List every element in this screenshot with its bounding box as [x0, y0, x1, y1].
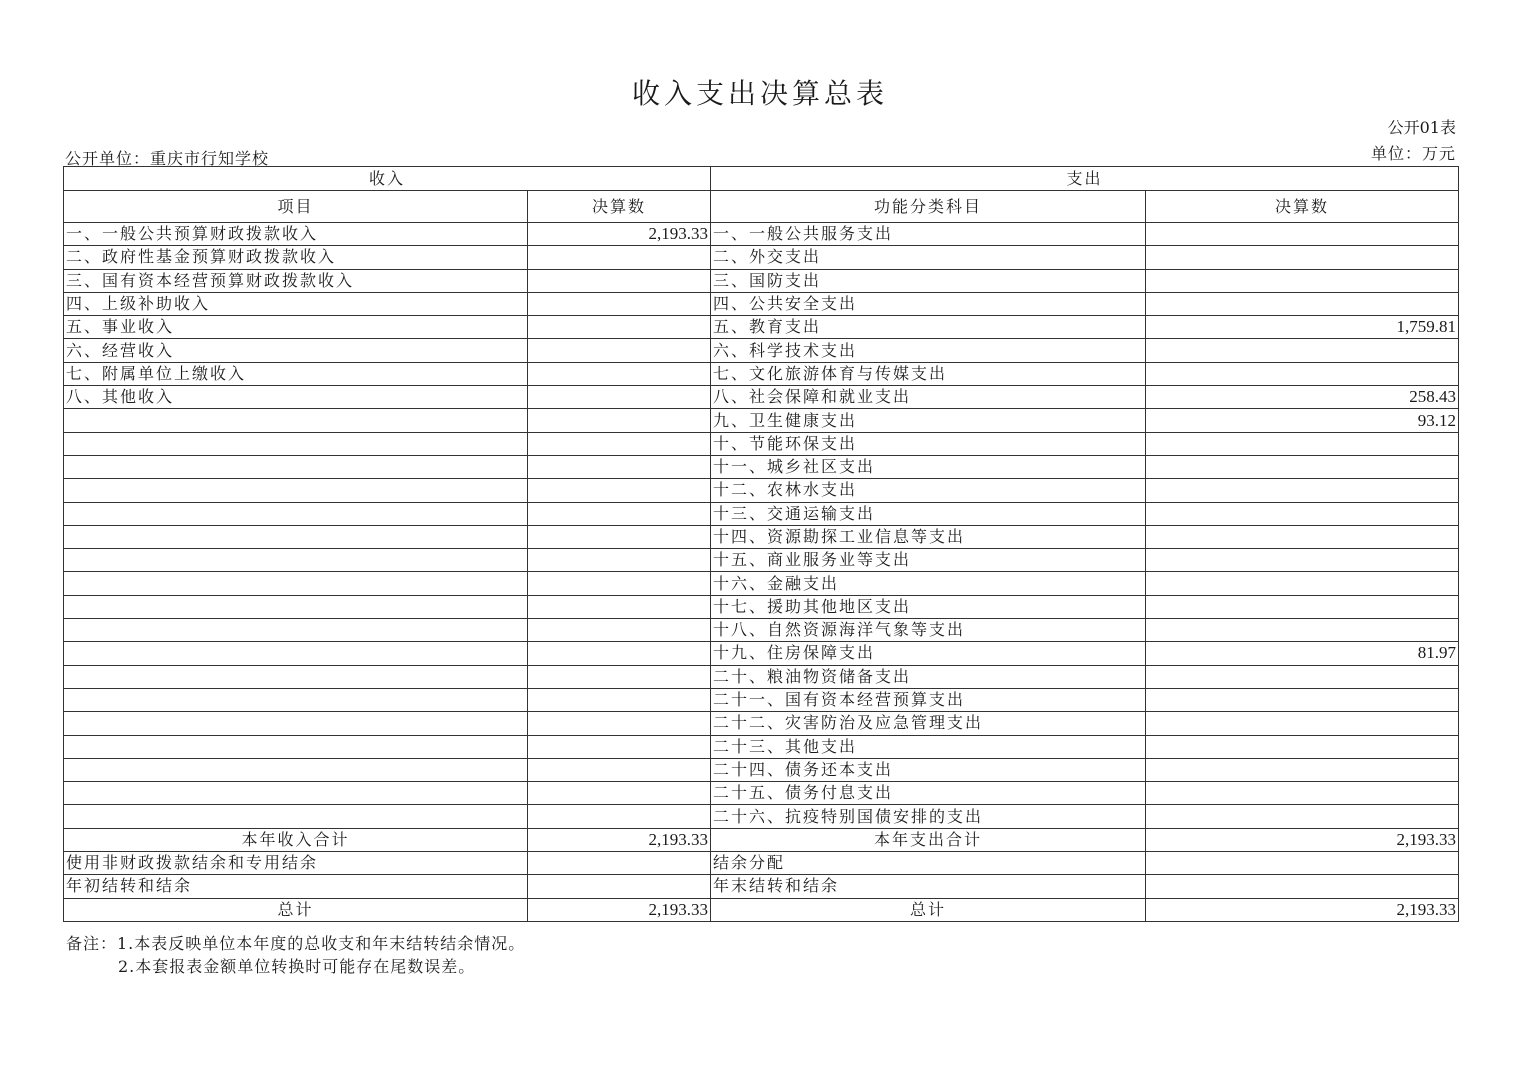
income-amount-cell [528, 688, 711, 711]
income-amount-cell [528, 409, 711, 432]
income-item-cell [64, 409, 528, 432]
income-item-cell [64, 688, 528, 711]
income-amount-cell [528, 362, 711, 385]
expense-amount-cell [1146, 852, 1459, 875]
income-item-cell: 本年收入合计 [64, 828, 528, 851]
expense-item-cell: 十三、交通运输支出 [711, 502, 1146, 525]
table-row [64, 595, 1459, 618]
income-item-cell [64, 758, 528, 781]
expense-item-cell: 五、教育支出 [711, 316, 1146, 339]
table-row [64, 292, 1459, 315]
income-amount-cell [528, 269, 711, 292]
expense-item-cell: 十六、金融支出 [711, 572, 1146, 595]
expense-amount-cell [1146, 455, 1459, 478]
table-row [64, 665, 1459, 688]
income-amount-header: 决算数 [528, 191, 711, 223]
expense-amount-cell: 93.12 [1146, 409, 1459, 432]
income-amount-cell [528, 735, 711, 758]
currency-unit: 单位：万元 [1370, 144, 1456, 163]
table-row [64, 316, 1459, 339]
income-amount-cell [528, 549, 711, 572]
table-row [64, 269, 1459, 292]
income-amount-cell [528, 246, 711, 269]
expense-amount-cell [1146, 712, 1459, 735]
income-item-cell: 七、附属单位上缴收入 [64, 362, 528, 385]
income-item-cell: 使用非财政拨款结余和专用结余 [64, 852, 528, 875]
income-amount-cell: 2,193.33 [528, 223, 711, 246]
expense-amount-cell [1146, 525, 1459, 548]
income-amount-cell [528, 642, 711, 665]
income-item-cell: 一、一般公共预算财政拨款收入 [64, 223, 528, 246]
income-item-cell [64, 735, 528, 758]
income-amount-cell [528, 455, 711, 478]
expense-amount-cell: 81.97 [1146, 642, 1459, 665]
expense-amount-cell [1146, 805, 1459, 828]
table-row [64, 619, 1459, 642]
income-item-cell [64, 455, 528, 478]
income-amount-cell [528, 316, 711, 339]
expense-amount-cell: 2,193.33 [1146, 898, 1459, 921]
total-row [64, 898, 1459, 921]
expense-item-header: 功能分类科目 [711, 191, 1146, 223]
table-row [64, 712, 1459, 735]
expense-amount-cell [1146, 292, 1459, 315]
expense-amount-cell [1146, 595, 1459, 618]
expense-amount-cell [1146, 549, 1459, 572]
income-item-cell [64, 805, 528, 828]
expense-amount-cell [1146, 479, 1459, 502]
table-row [64, 642, 1459, 665]
note-1: 备注：1.本表反映单位本年度的总收支和年末结转结余情况。 [66, 934, 526, 953]
expense-amount-cell [1146, 432, 1459, 455]
expense-amount-cell [1146, 619, 1459, 642]
expense-item-cell: 六、科学技术支出 [711, 339, 1146, 362]
expense-item-cell: 八、社会保障和就业支出 [711, 386, 1146, 409]
balance-row [64, 875, 1459, 898]
income-amount-cell [528, 386, 711, 409]
section-header-row [64, 167, 1459, 191]
income-item-cell [64, 432, 528, 455]
expense-item-cell: 二十三、其他支出 [711, 735, 1146, 758]
income-item-cell: 四、上级补助收入 [64, 292, 528, 315]
table-row [64, 339, 1459, 362]
page-title: 收入支出决算总表 [631, 77, 888, 110]
expense-item-cell: 二十一、国有资本经营预算支出 [711, 688, 1146, 711]
table-row [64, 572, 1459, 595]
expense-item-cell: 二十、粮油物资储备支出 [711, 665, 1146, 688]
expense-amount-cell [1146, 362, 1459, 385]
expense-item-cell: 十九、住房保障支出 [711, 642, 1146, 665]
note-2: 2.本套报表金额单位转换时可能存在尾数误差。 [118, 957, 476, 976]
income-item-cell [64, 549, 528, 572]
expense-item-cell: 七、文化旅游体育与传媒支出 [711, 362, 1146, 385]
expense-amount-cell [1146, 339, 1459, 362]
expense-item-cell: 二、外交支出 [711, 246, 1146, 269]
expense-amount-cell [1146, 735, 1459, 758]
expense-item-cell: 三、国防支出 [711, 269, 1146, 292]
income-item-cell [64, 479, 528, 502]
table-row [64, 479, 1459, 502]
table-row [64, 805, 1459, 828]
income-amount-cell [528, 758, 711, 781]
reporting-organization: 公开单位：重庆市行知学校 [65, 149, 270, 168]
table-row [64, 362, 1459, 385]
income-amount-cell [528, 502, 711, 525]
income-item-cell: 三、国有资本经营预算财政拨款收入 [64, 269, 528, 292]
income-amount-cell [528, 875, 711, 898]
income-item-cell: 六、经营收入 [64, 339, 528, 362]
expense-item-cell: 十五、商业服务业等支出 [711, 549, 1146, 572]
income-amount-cell [528, 852, 711, 875]
column-header-row [64, 191, 1459, 223]
income-amount-cell [528, 292, 711, 315]
subtotal-row [64, 828, 1459, 851]
income-amount-cell [528, 339, 711, 362]
table-row [64, 223, 1459, 246]
expense-item-cell: 二十四、债务还本支出 [711, 758, 1146, 781]
income-item-cell [64, 665, 528, 688]
table-row [64, 735, 1459, 758]
balance-row [64, 852, 1459, 875]
table-row [64, 688, 1459, 711]
table-row [64, 386, 1459, 409]
expense-amount-cell [1146, 269, 1459, 292]
expense-item-cell: 二十二、灾害防治及应急管理支出 [711, 712, 1146, 735]
income-item-cell [64, 619, 528, 642]
expense-item-cell: 本年支出合计 [711, 828, 1146, 851]
expense-amount-cell [1146, 665, 1459, 688]
table-row [64, 758, 1459, 781]
income-amount-cell [528, 525, 711, 548]
table-row [64, 525, 1459, 548]
table-row [64, 432, 1459, 455]
income-amount-cell [528, 782, 711, 805]
income-amount-cell [528, 595, 711, 618]
expense-amount-cell [1146, 758, 1459, 781]
income-item-cell: 二、政府性基金预算财政拨款收入 [64, 246, 528, 269]
income-item-cell [64, 595, 528, 618]
income-item-cell [64, 642, 528, 665]
income-item-cell: 年初结转和结余 [64, 875, 528, 898]
expense-amount-cell [1146, 246, 1459, 269]
expense-amount-cell [1146, 875, 1459, 898]
income-amount-cell [528, 479, 711, 502]
expense-item-cell: 四、公共安全支出 [711, 292, 1146, 315]
expense-item-cell: 十七、援助其他地区支出 [711, 595, 1146, 618]
expense-amount-cell [1146, 782, 1459, 805]
income-amount-cell [528, 665, 711, 688]
expense-amount-cell [1146, 572, 1459, 595]
income-item-cell [64, 782, 528, 805]
income-amount-cell: 2,193.33 [528, 828, 711, 851]
income-amount-cell: 2,193.33 [528, 898, 711, 921]
income-item-cell: 总计 [64, 898, 528, 921]
expense-section-header: 支出 [711, 167, 1459, 191]
income-amount-cell [528, 572, 711, 595]
table-row [64, 455, 1459, 478]
expense-item-cell: 十八、自然资源海洋气象等支出 [711, 619, 1146, 642]
expense-item-cell: 二十五、债务付息支出 [711, 782, 1146, 805]
expense-item-cell: 结余分配 [711, 852, 1146, 875]
expense-item-cell: 九、卫生健康支出 [711, 409, 1146, 432]
table-row [64, 409, 1459, 432]
income-amount-cell [528, 712, 711, 735]
expense-item-cell: 十四、资源勘探工业信息等支出 [711, 525, 1146, 548]
expense-amount-header: 决算数 [1146, 191, 1459, 223]
income-item-cell [64, 572, 528, 595]
notes [66, 932, 525, 978]
expense-amount-cell [1146, 502, 1459, 525]
income-item-header: 项目 [64, 191, 528, 223]
table-row [64, 782, 1459, 805]
table-row [64, 246, 1459, 269]
expense-item-cell: 总计 [711, 898, 1146, 921]
income-expense-table [63, 166, 1459, 922]
income-item-cell [64, 525, 528, 548]
expense-amount-cell: 1,759.81 [1146, 316, 1459, 339]
income-item-cell: 八、其他收入 [64, 386, 528, 409]
expense-item-cell: 二十六、抗疫特别国债安排的支出 [711, 805, 1146, 828]
expense-amount-cell: 2,193.33 [1146, 828, 1459, 851]
income-item-cell: 五、事业收入 [64, 316, 528, 339]
expense-amount-cell: 258.43 [1146, 386, 1459, 409]
expense-item-cell: 十、节能环保支出 [711, 432, 1146, 455]
table-row [64, 502, 1459, 525]
expense-item-cell: 十一、城乡社区支出 [711, 455, 1146, 478]
income-section-header: 收入 [64, 167, 711, 191]
form-number: 公开01表 [1387, 118, 1456, 137]
expense-item-cell: 一、一般公共服务支出 [711, 223, 1146, 246]
expense-item-cell: 年末结转和结余 [711, 875, 1146, 898]
expense-amount-cell [1146, 688, 1459, 711]
expense-amount-cell [1146, 223, 1459, 246]
income-amount-cell [528, 805, 711, 828]
income-item-cell [64, 712, 528, 735]
expense-item-cell: 十二、农林水支出 [711, 479, 1146, 502]
table-row [64, 549, 1459, 572]
income-amount-cell [528, 432, 711, 455]
income-item-cell [64, 502, 528, 525]
income-amount-cell [528, 619, 711, 642]
